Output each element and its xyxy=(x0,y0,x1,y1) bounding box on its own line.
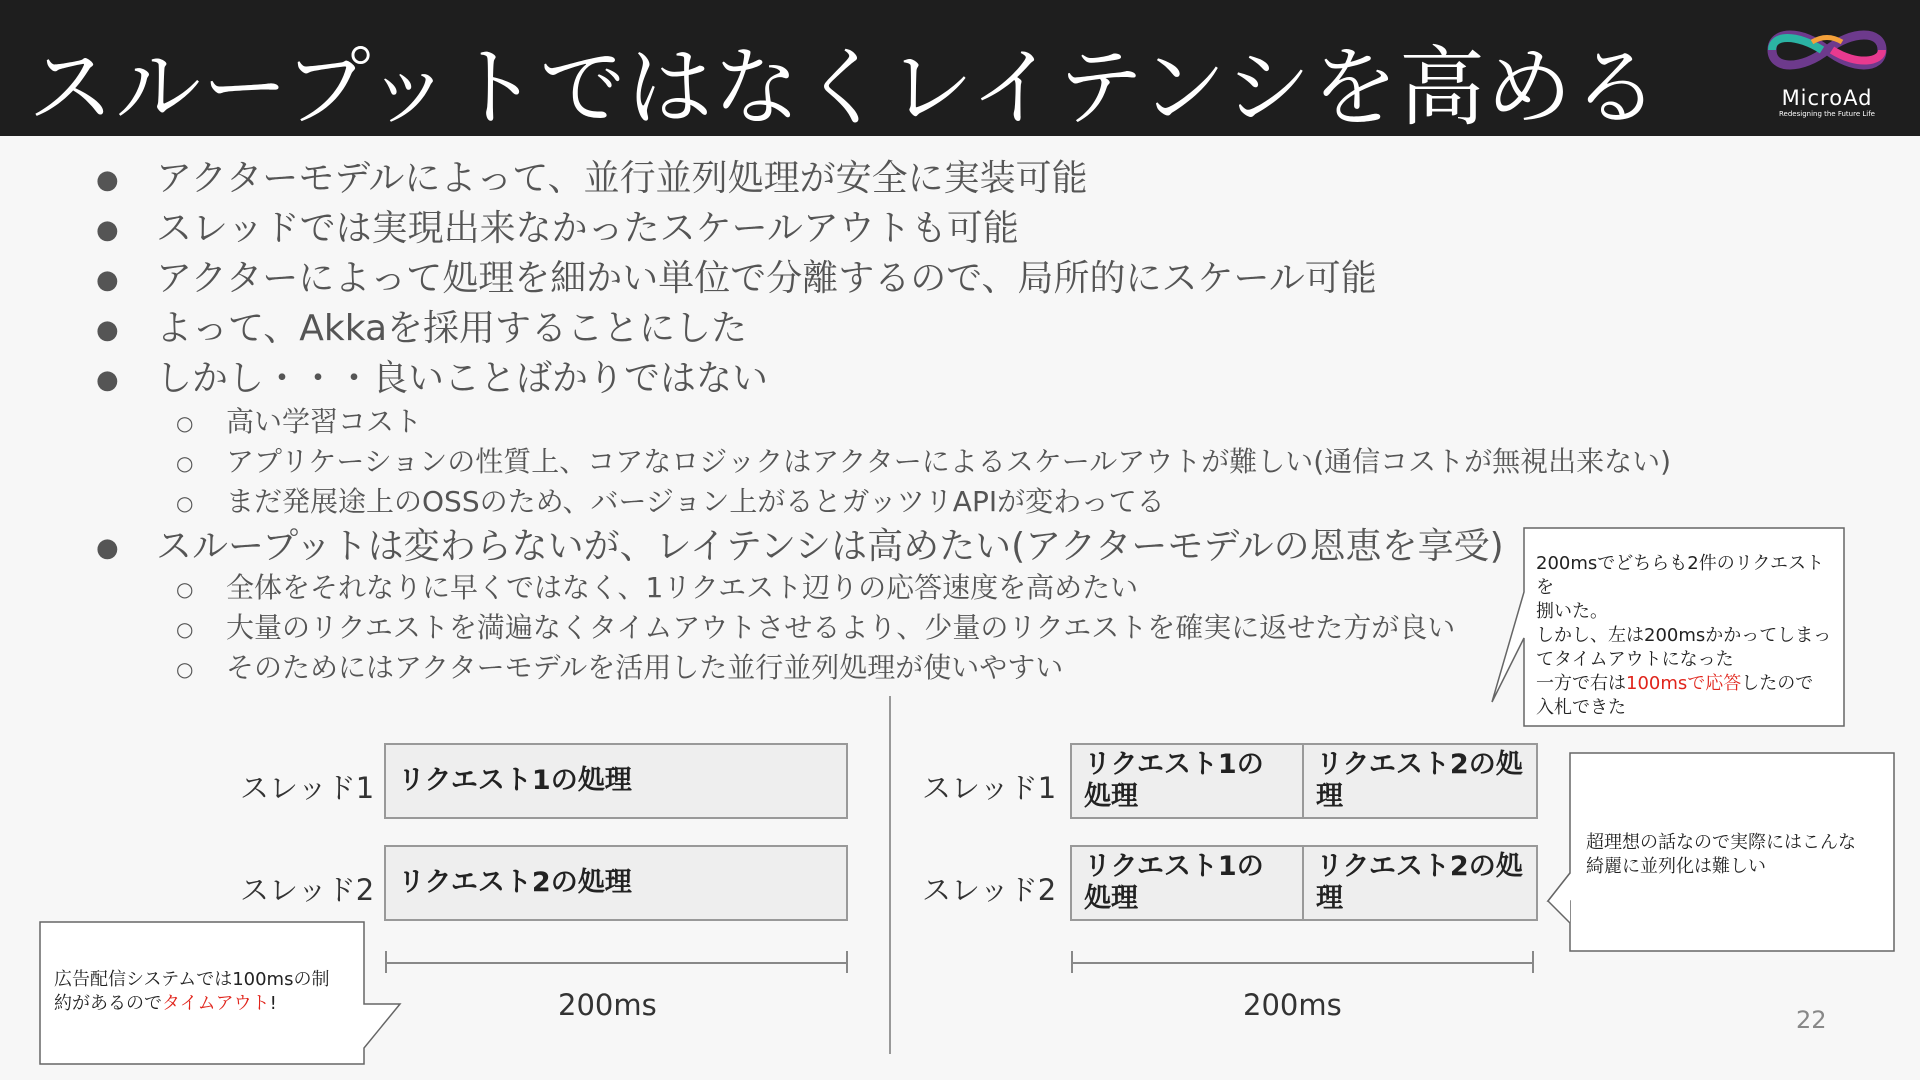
infinity-logo-icon xyxy=(1752,12,1902,82)
scale-tick xyxy=(1071,951,1073,973)
request-box-label: リクエスト1の処理 xyxy=(398,765,632,796)
bullet-item xyxy=(96,150,1088,201)
request-box xyxy=(1070,845,1304,921)
callout-line xyxy=(1536,672,1836,696)
sub-bullet-item xyxy=(176,480,1165,520)
callout-line: 捌いた。 xyxy=(1536,601,1608,622)
bullet-text: スループットは変わらないが、レイテンシは高めたい(アクターモデルの恩恵を享受) xyxy=(156,526,1504,567)
bullet-text: 大量のリクエストを満遍なくタイムアウトさせるより、少量のリクエストを確実に返せた方が良い xyxy=(226,611,1456,644)
logo-name: MicroAd xyxy=(1781,86,1873,110)
callout-line: しかし、左は200msかかってしまっ xyxy=(1536,625,1832,646)
bullet-text: そのためにはアクターモデルを活用した並行並列処理が使いやすい xyxy=(226,651,1064,684)
callout-line: 入札できた xyxy=(1536,697,1626,718)
callout-line: 超理想の話なので実際にはこんな xyxy=(1586,832,1856,853)
request-box xyxy=(384,845,848,921)
sub-bullet-item xyxy=(176,440,1671,480)
bullet-text: 全体をそれなりに早くではなく、1リクエスト辺りの応答速度を高めたい xyxy=(226,571,1139,604)
callout-text-part: ! xyxy=(269,993,277,1014)
circle-bullet-icon: ○ xyxy=(176,491,194,515)
thread2-label: スレッド2 xyxy=(922,873,1057,907)
request-box xyxy=(384,743,848,819)
bullet-text: しかし・・・良いことばかりではない xyxy=(156,358,769,399)
bullet-text: まだ発展途上のOSSのため、バージョン上がるとガッツリAPIが変わってる xyxy=(226,485,1165,518)
sub-bullet-item xyxy=(176,566,1138,606)
bullet-dot-icon: ● xyxy=(96,533,119,563)
circle-bullet-icon: ○ xyxy=(176,617,194,641)
callout-text-part: 約があるので xyxy=(54,993,162,1014)
circle-bullet-icon: ○ xyxy=(176,657,194,681)
callout-line: てタイムアウトになった xyxy=(1536,649,1734,670)
bullet-item xyxy=(96,518,1504,569)
request-box-label: リクエスト1の処理 xyxy=(1084,851,1264,914)
bullet-item xyxy=(96,200,1019,251)
scale-label: 200ms xyxy=(1243,988,1342,1022)
circle-bullet-icon: ○ xyxy=(176,451,194,475)
bullet-dot-icon: ● xyxy=(96,165,119,195)
bullet-text: アクターモデルによって、並行並列処理が安全に実装可能 xyxy=(156,158,1088,199)
callout-text-part: 一方で右は xyxy=(1536,673,1626,694)
bullet-text: スレッドでは実現出来なかったスケールアウトも可能 xyxy=(156,208,1019,249)
microad-logo xyxy=(1752,12,1902,124)
slide-title: スループットではなくレイテンシを高める xyxy=(28,38,1660,138)
bullet-text: よって、Akkaを採用することにした xyxy=(156,308,748,349)
bullet-item xyxy=(96,250,1377,301)
bullet-dot-icon: ● xyxy=(96,215,119,245)
thread2-label: スレッド2 xyxy=(240,873,375,907)
sub-bullet-item xyxy=(176,400,422,440)
request-box-label: リクエスト2の処理 xyxy=(1316,749,1523,812)
thread1-label: スレッド1 xyxy=(922,771,1057,805)
callout-line: 200msでどちらも2件のリクエストを xyxy=(1536,553,1824,598)
divider-line xyxy=(889,696,891,1054)
callout-text-part: したので xyxy=(1741,673,1814,694)
bullet-item xyxy=(96,350,768,401)
bullet-text: アクターによって処理を細かい単位で分離するので、局所的にスケール可能 xyxy=(156,258,1377,299)
request-box-label: リクエスト2の処理 xyxy=(1316,851,1523,914)
callout-top-right xyxy=(1490,528,1846,728)
bullet-dot-icon: ● xyxy=(96,265,119,295)
request-box-label: リクエスト1の処理 xyxy=(1084,749,1264,812)
callout-line: 綺麗に並列化は難しい xyxy=(1586,856,1766,877)
circle-bullet-icon: ○ xyxy=(176,577,194,601)
thread1-label: スレッド1 xyxy=(240,771,375,805)
bullet-item xyxy=(96,300,747,351)
bullet-dot-icon: ● xyxy=(96,315,119,345)
sub-bullet-item xyxy=(176,606,1455,646)
request-box xyxy=(1070,743,1304,819)
callout-mid-right xyxy=(1546,753,1898,953)
slide-header xyxy=(0,0,1920,136)
time-scale-line xyxy=(1071,962,1534,964)
callout-highlight: タイムアウト xyxy=(162,993,270,1014)
callout-bottom-left xyxy=(38,920,404,1066)
scale-tick xyxy=(1532,951,1534,973)
callout-line: 広告配信システムでは100msの制 xyxy=(54,969,330,990)
logo-tagline: Redesigning the Future Life xyxy=(1779,110,1875,118)
request-box-label: リクエスト2の処理 xyxy=(398,867,632,898)
circle-bullet-icon: ○ xyxy=(176,411,194,435)
sub-bullet-item xyxy=(176,646,1063,686)
callout-highlight: 100msで応答 xyxy=(1626,673,1742,694)
scale-tick xyxy=(846,951,848,973)
bullet-text: 高い学習コスト xyxy=(226,405,423,438)
callout-line xyxy=(54,992,354,1016)
scale-label: 200ms xyxy=(558,988,657,1022)
request-box xyxy=(1302,845,1538,921)
time-scale-line xyxy=(385,962,848,964)
bullet-text: アプリケーションの性質上、コアなロジックはアクターによるスケールアウトが難しい(通信コストが無視出来ない) xyxy=(226,445,1672,478)
page-number: 22 xyxy=(1796,1006,1827,1034)
bullet-dot-icon: ● xyxy=(96,365,119,395)
request-box xyxy=(1302,743,1538,819)
